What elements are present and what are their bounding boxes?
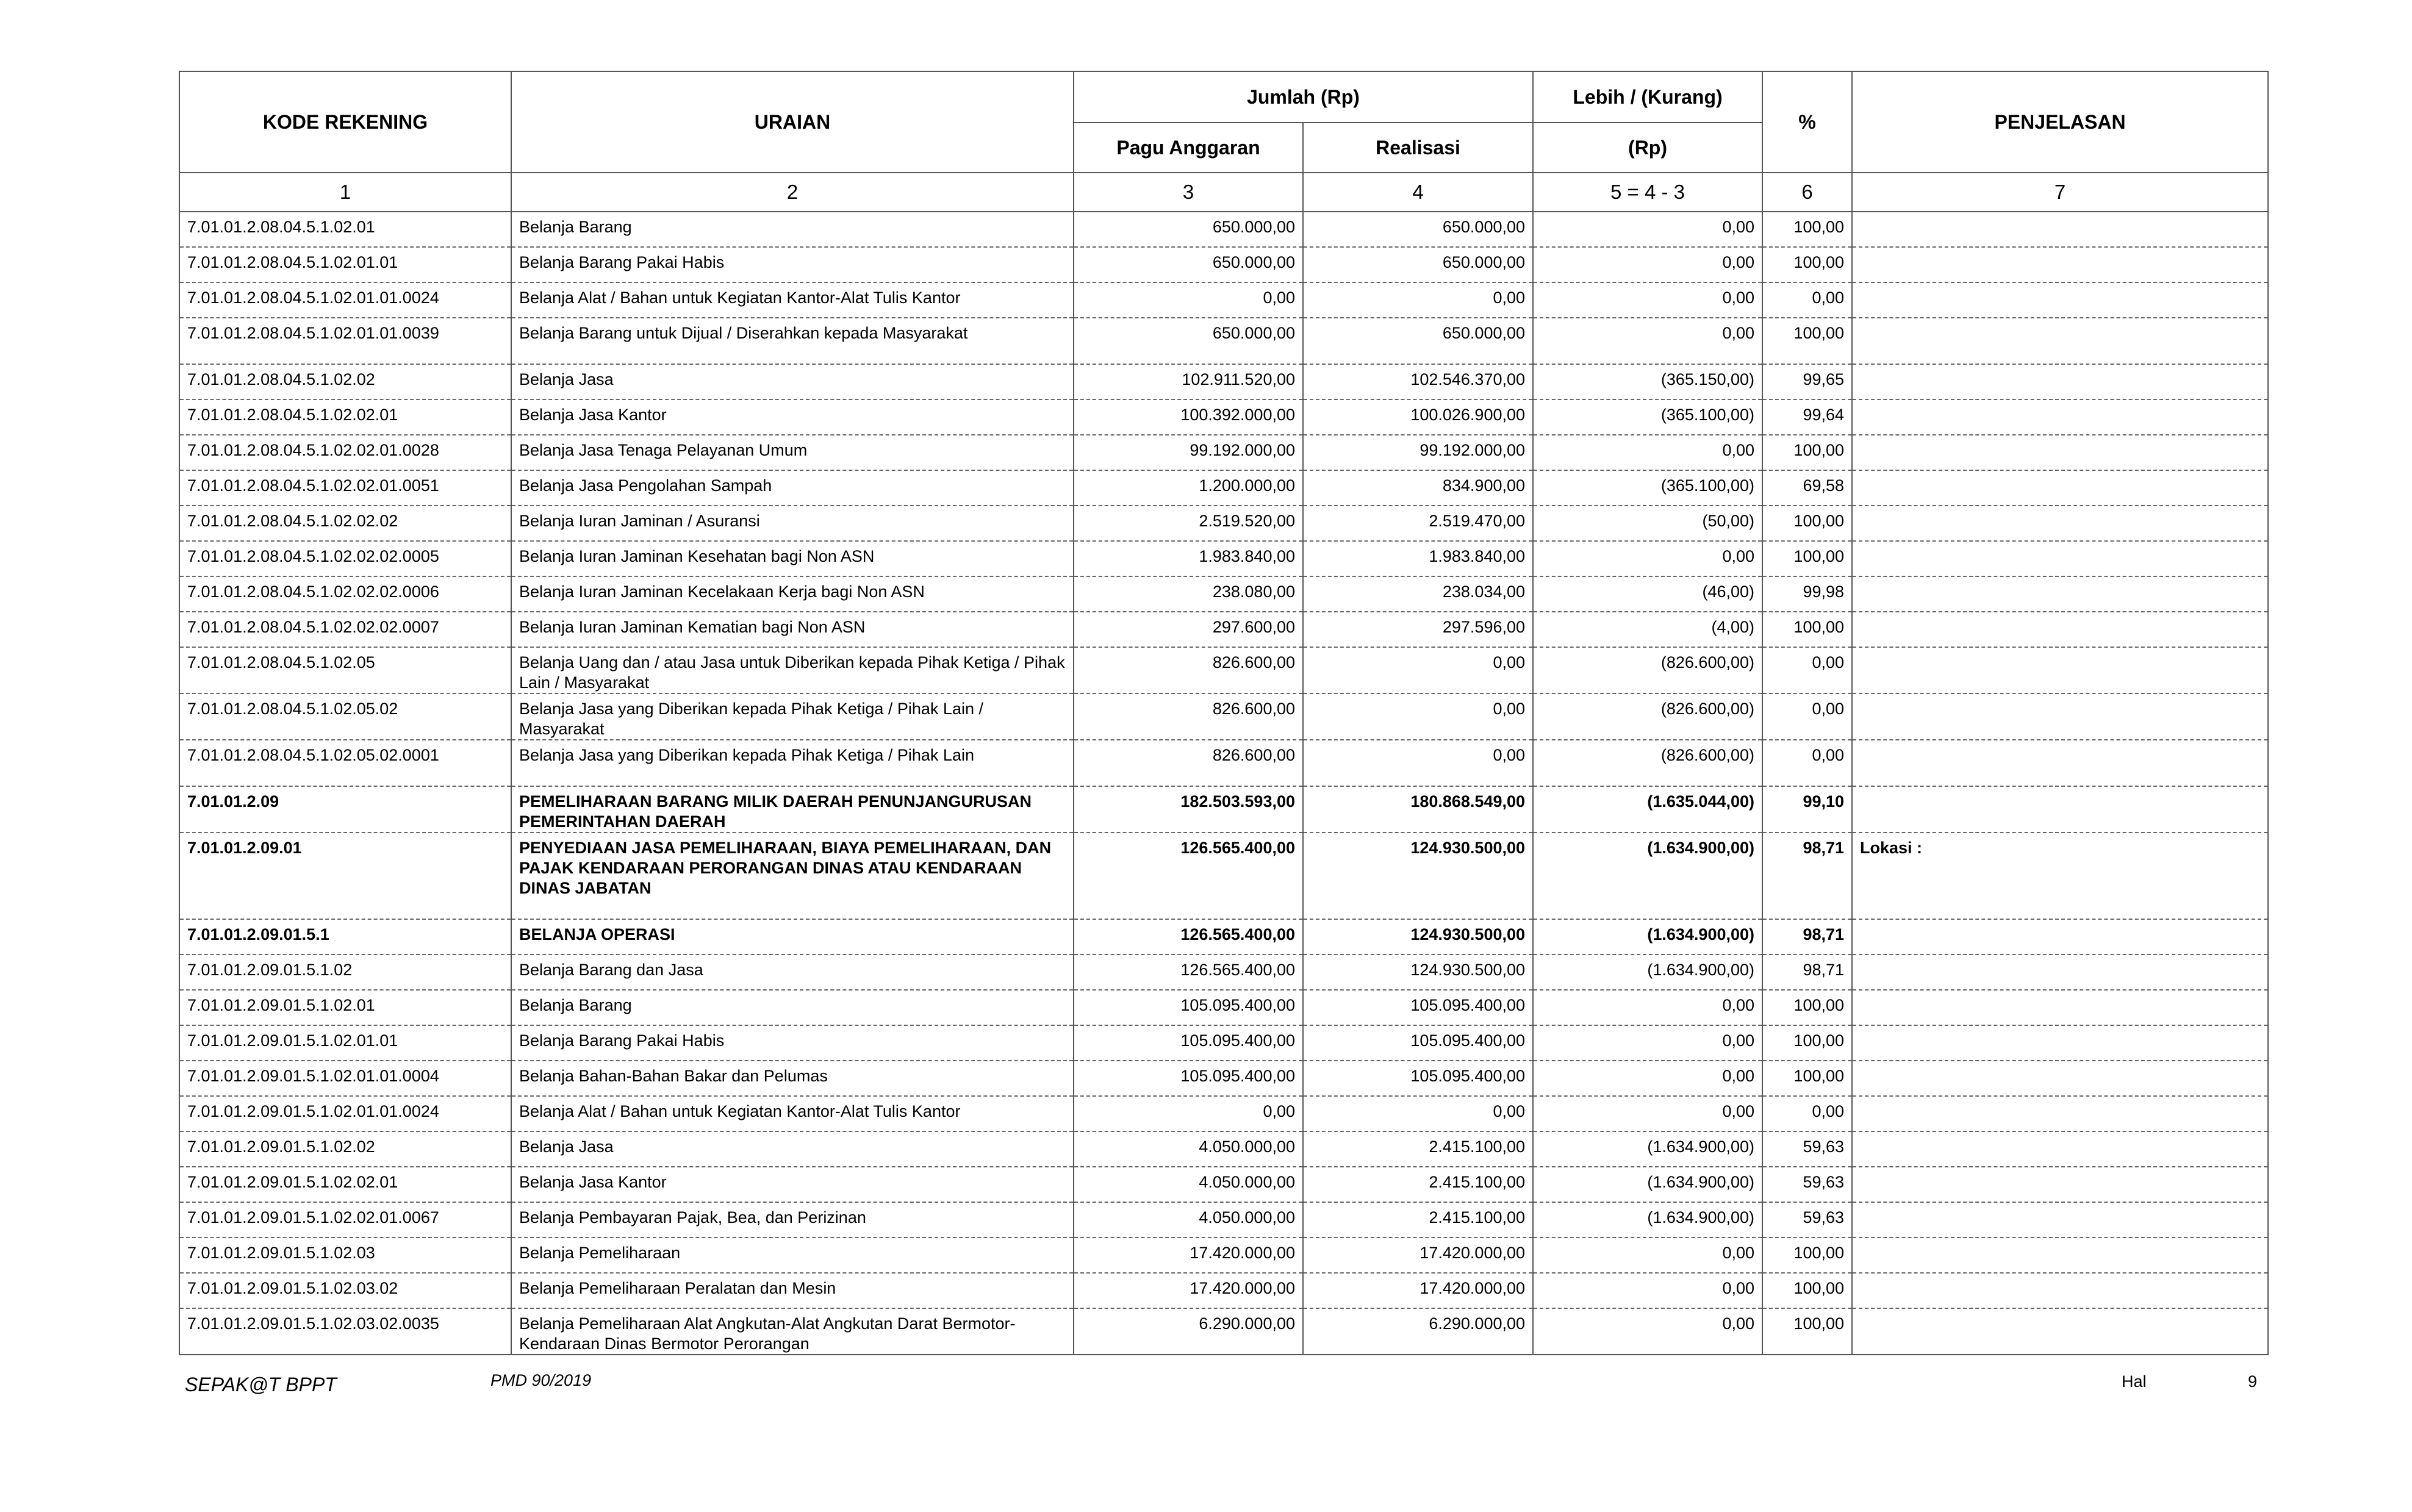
header-rp: (Rp) [1533,123,1762,173]
column-number: 6 [1762,173,1852,212]
cell-realisasi: 0,00 [1303,282,1533,318]
cell-persen: 0,00 [1762,693,1852,740]
cell-selisih: 0,00 [1533,1273,1762,1308]
table-row [179,282,2268,318]
cell-persen: 100,00 [1762,1273,1852,1308]
cell-selisih: 0,00 [1533,990,1762,1025]
cell-selisih: 0,00 [1533,1238,1762,1273]
cell-persen: 59,63 [1762,1202,1852,1238]
cell-penjelasan [1852,541,2268,576]
cell-penjelasan [1852,435,2268,470]
cell-realisasi: 99.192.000,00 [1303,435,1533,470]
cell-kode: 7.01.01.2.09.01.5.1.02.02.01.0067 [179,1202,511,1238]
cell-realisasi: 650.000,00 [1303,212,1533,247]
cell-penjelasan [1852,212,2268,247]
cell-realisasi: 100.026.900,00 [1303,399,1533,435]
cell-pagu: 6.290.000,00 [1074,1308,1303,1355]
column-number-row [179,173,2268,212]
cell-penjelasan [1852,740,2268,786]
cell-kode: 7.01.01.2.08.04.5.1.02.01.01 [179,247,511,282]
footer-app-name: SEPAK@T BPPT [185,1374,337,1396]
table-row [179,399,2268,435]
cell-realisasi: 834.900,00 [1303,470,1533,506]
cell-persen: 100,00 [1762,990,1852,1025]
cell-selisih: 0,00 [1533,282,1762,318]
header-kode-rekening: KODE REKENING [179,71,511,173]
cell-uraian: Belanja Jasa yang Diberikan kepada Pihak Ketiga / Pihak Lain / Masyarakat [511,693,1074,740]
cell-pagu: 826.600,00 [1074,740,1303,786]
cell-realisasi: 2.415.100,00 [1303,1131,1533,1167]
cell-realisasi: 2.415.100,00 [1303,1202,1533,1238]
table-row [179,1131,2268,1167]
cell-realisasi: 650.000,00 [1303,318,1533,364]
cell-penjelasan [1852,1273,2268,1308]
cell-persen: 100,00 [1762,212,1852,247]
cell-pagu: 0,00 [1074,282,1303,318]
cell-persen: 98,71 [1762,955,1852,990]
cell-kode: 7.01.01.2.09.01.5.1.02.01.01 [179,1025,511,1061]
table-row [179,1238,2268,1273]
table-row [179,612,2268,647]
cell-kode: 7.01.01.2.08.04.5.1.02.02.01.0028 [179,435,511,470]
column-number: 1 [179,173,511,212]
cell-uraian: Belanja Jasa Kantor [511,399,1074,435]
cell-uraian: Belanja Pemeliharaan Peralatan dan Mesin [511,1273,1074,1308]
cell-selisih: 0,00 [1533,1025,1762,1061]
cell-persen: 100,00 [1762,318,1852,364]
cell-uraian: BELANJA OPERASI [511,919,1074,955]
table-row [179,693,2268,740]
cell-kode: 7.01.01.2.08.04.5.1.02.01 [179,212,511,247]
column-number: 3 [1074,173,1303,212]
cell-selisih: (1.634.900,00) [1533,1202,1762,1238]
cell-persen: 100,00 [1762,435,1852,470]
table-row [179,740,2268,786]
cell-persen: 0,00 [1762,647,1852,693]
cell-persen: 59,63 [1762,1131,1852,1167]
cell-realisasi: 1.983.840,00 [1303,541,1533,576]
cell-penjelasan [1852,1061,2268,1096]
table-row [179,1308,2268,1355]
cell-kode: 7.01.01.2.09.01.5.1.02 [179,955,511,990]
cell-realisasi: 0,00 [1303,647,1533,693]
cell-pagu: 17.420.000,00 [1074,1273,1303,1308]
cell-uraian: Belanja Alat / Bahan untuk Kegiatan Kantor-Alat Tulis Kantor [511,1096,1074,1131]
cell-penjelasan [1852,576,2268,612]
cell-pagu: 1.983.840,00 [1074,541,1303,576]
cell-persen: 100,00 [1762,1308,1852,1355]
table-row [179,1061,2268,1096]
cell-realisasi: 17.420.000,00 [1303,1273,1533,1308]
cell-persen: 59,63 [1762,1167,1852,1202]
cell-pagu: 4.050.000,00 [1074,1131,1303,1167]
cell-persen: 0,00 [1762,740,1852,786]
table-header [179,71,2268,212]
cell-uraian: Belanja Iuran Jaminan Kecelakaan Kerja bagi Non ASN [511,576,1074,612]
cell-pagu: 105.095.400,00 [1074,1061,1303,1096]
cell-penjelasan [1852,1096,2268,1131]
cell-selisih: (826.600,00) [1533,647,1762,693]
cell-penjelasan [1852,612,2268,647]
cell-uraian: Belanja Jasa yang Diberikan kepada Pihak Ketiga / Pihak Lain [511,740,1074,786]
column-number: 2 [511,173,1074,212]
cell-selisih: (4,00) [1533,612,1762,647]
column-number: 5 = 4 - 3 [1533,173,1762,212]
cell-kode: 7.01.01.2.09 [179,786,511,833]
cell-selisih: 0,00 [1533,541,1762,576]
cell-kode: 7.01.01.2.09.01.5.1 [179,919,511,955]
cell-realisasi: 0,00 [1303,693,1533,740]
cell-persen: 98,71 [1762,833,1852,919]
cell-selisih: (1.635.044,00) [1533,786,1762,833]
cell-kode: 7.01.01.2.08.04.5.1.02.02 [179,364,511,399]
cell-selisih: 0,00 [1533,1308,1762,1355]
table-row [179,990,2268,1025]
cell-uraian: PEMELIHARAAN BARANG MILIK DAERAH PENUNJANGURUSAN PEMERINTAHAN DAERAH [511,786,1074,833]
table-row [179,1167,2268,1202]
cell-penjelasan [1852,399,2268,435]
header-lebih-kurang: Lebih / (Kurang) [1533,71,1762,123]
cell-realisasi: 297.596,00 [1303,612,1533,647]
cell-selisih: (50,00) [1533,506,1762,541]
cell-pagu: 126.565.400,00 [1074,833,1303,919]
cell-realisasi: 124.930.500,00 [1303,833,1533,919]
table-row [179,247,2268,282]
cell-selisih: (1.634.900,00) [1533,1167,1762,1202]
cell-realisasi: 2.415.100,00 [1303,1167,1533,1202]
cell-persen: 100,00 [1762,541,1852,576]
table-row [179,1202,2268,1238]
table-row [179,955,2268,990]
table-row [179,833,2268,919]
cell-uraian: Belanja Barang untuk Dijual / Diserahkan kepada Masyarakat [511,318,1074,364]
cell-uraian: Belanja Barang [511,990,1074,1025]
cell-pagu: 297.600,00 [1074,612,1303,647]
cell-uraian: Belanja Jasa [511,1131,1074,1167]
cell-penjelasan: Lokasi : [1852,833,2268,919]
cell-realisasi: 124.930.500,00 [1303,919,1533,955]
cell-persen: 100,00 [1762,612,1852,647]
cell-uraian: Belanja Iuran Jaminan / Asuransi [511,506,1074,541]
cell-realisasi: 0,00 [1303,740,1533,786]
cell-persen: 100,00 [1762,506,1852,541]
cell-uraian: Belanja Barang Pakai Habis [511,247,1074,282]
cell-penjelasan [1852,693,2268,740]
cell-penjelasan [1852,786,2268,833]
cell-realisasi: 124.930.500,00 [1303,955,1533,990]
footer-page-number: 9 [2248,1372,2258,1391]
cell-uraian: Belanja Bahan-Bahan Bakar dan Pelumas [511,1061,1074,1096]
cell-uraian: Belanja Jasa Kantor [511,1167,1074,1202]
cell-uraian: Belanja Iuran Jaminan Kematian bagi Non ASN [511,612,1074,647]
cell-uraian: Belanja Iuran Jaminan Kesehatan bagi Non ASN [511,541,1074,576]
cell-uraian: Belanja Pemeliharaan Alat Angkutan-Alat Angkutan Darat Bermotor-Kendaraan Dinas Bermotor Perorangan [511,1308,1074,1355]
cell-realisasi: 6.290.000,00 [1303,1308,1533,1355]
cell-selisih: 0,00 [1533,435,1762,470]
cell-penjelasan [1852,318,2268,364]
budget-realization-table [179,71,2269,1355]
cell-uraian: Belanja Jasa Tenaga Pelayanan Umum [511,435,1074,470]
cell-kode: 7.01.01.2.08.04.5.1.02.02.02 [179,506,511,541]
table-row [179,318,2268,364]
cell-selisih: (1.634.900,00) [1533,919,1762,955]
cell-penjelasan [1852,247,2268,282]
cell-persen: 69,58 [1762,470,1852,506]
cell-selisih: 0,00 [1533,318,1762,364]
cell-uraian: Belanja Pemeliharaan [511,1238,1074,1273]
table-row [179,212,2268,247]
cell-uraian: Belanja Jasa Pengolahan Sampah [511,470,1074,506]
cell-realisasi: 650.000,00 [1303,247,1533,282]
table-row [179,541,2268,576]
cell-realisasi: 180.868.549,00 [1303,786,1533,833]
cell-uraian: Belanja Pembayaran Pajak, Bea, dan Perizinan [511,1202,1074,1238]
cell-realisasi: 2.519.470,00 [1303,506,1533,541]
header-penjelasan: PENJELASAN [1852,71,2268,173]
column-number: 7 [1852,173,2268,212]
cell-persen: 99,10 [1762,786,1852,833]
cell-persen: 0,00 [1762,1096,1852,1131]
header-jumlah: Jumlah (Rp) [1074,71,1533,123]
cell-kode: 7.01.01.2.08.04.5.1.02.05.02 [179,693,511,740]
cell-pagu: 4.050.000,00 [1074,1202,1303,1238]
table-row [179,470,2268,506]
cell-realisasi: 105.095.400,00 [1303,1061,1533,1096]
cell-uraian: Belanja Jasa [511,364,1074,399]
cell-uraian: Belanja Uang dan / atau Jasa untuk Diberikan kepada Pihak Ketiga / Pihak Lain / Masyarakat [511,647,1074,693]
cell-kode: 7.01.01.2.09.01.5.1.02.02.01 [179,1167,511,1202]
header-pagu-anggaran: Pagu Anggaran [1074,123,1303,173]
cell-uraian: Belanja Barang [511,212,1074,247]
cell-penjelasan [1852,919,2268,955]
cell-pagu: 100.392.000,00 [1074,399,1303,435]
cell-penjelasan [1852,990,2268,1025]
cell-penjelasan [1852,647,2268,693]
table-row [179,786,2268,833]
cell-uraian: Belanja Alat / Bahan untuk Kegiatan Kantor-Alat Tulis Kantor [511,282,1074,318]
cell-penjelasan [1852,282,2268,318]
cell-persen: 99,65 [1762,364,1852,399]
cell-kode: 7.01.01.2.09.01.5.1.02.03.02 [179,1273,511,1308]
cell-pagu: 17.420.000,00 [1074,1238,1303,1273]
cell-persen: 0,00 [1762,282,1852,318]
cell-kode: 7.01.01.2.09.01.5.1.02.02 [179,1131,511,1167]
cell-realisasi: 238.034,00 [1303,576,1533,612]
cell-penjelasan [1852,955,2268,990]
cell-uraian: Belanja Barang Pakai Habis [511,1025,1074,1061]
cell-selisih: (1.634.900,00) [1533,833,1762,919]
cell-kode: 7.01.01.2.08.04.5.1.02.02.02.0006 [179,576,511,612]
cell-kode: 7.01.01.2.08.04.5.1.02.02.01.0051 [179,470,511,506]
table-row [179,576,2268,612]
cell-penjelasan [1852,1131,2268,1167]
table-row [179,506,2268,541]
cell-selisih: 0,00 [1533,247,1762,282]
cell-pagu: 102.911.520,00 [1074,364,1303,399]
cell-pagu: 826.600,00 [1074,647,1303,693]
table-row [179,435,2268,470]
cell-persen: 99,64 [1762,399,1852,435]
cell-selisih: (826.600,00) [1533,693,1762,740]
cell-kode: 7.01.01.2.08.04.5.1.02.01.01.0024 [179,282,511,318]
cell-pagu: 650.000,00 [1074,318,1303,364]
cell-pagu: 650.000,00 [1074,247,1303,282]
table-row [179,1025,2268,1061]
cell-pagu: 826.600,00 [1074,693,1303,740]
header-realisasi: Realisasi [1303,123,1533,173]
table-row [179,919,2268,955]
cell-kode: 7.01.01.2.09.01.5.1.02.03.02.0035 [179,1308,511,1355]
cell-selisih: (365.150,00) [1533,364,1762,399]
cell-persen: 100,00 [1762,247,1852,282]
cell-selisih: (1.634.900,00) [1533,1131,1762,1167]
header-uraian: URAIAN [511,71,1074,173]
cell-kode: 7.01.01.2.08.04.5.1.02.02.01 [179,399,511,435]
table-row [179,647,2268,693]
cell-kode: 7.01.01.2.08.04.5.1.02.02.02.0005 [179,541,511,576]
table-row [179,1273,2268,1308]
cell-selisih: (46,00) [1533,576,1762,612]
cell-persen: 100,00 [1762,1025,1852,1061]
cell-penjelasan [1852,1238,2268,1273]
cell-realisasi: 105.095.400,00 [1303,990,1533,1025]
cell-penjelasan [1852,1167,2268,1202]
cell-kode: 7.01.01.2.09.01.5.1.02.03 [179,1238,511,1273]
cell-realisasi: 0,00 [1303,1096,1533,1131]
cell-pagu: 4.050.000,00 [1074,1167,1303,1202]
cell-selisih: (1.634.900,00) [1533,955,1762,990]
cell-kode: 7.01.01.2.09.01.5.1.02.01.01.0024 [179,1096,511,1131]
table-row [179,364,2268,399]
cell-selisih: (365.100,00) [1533,470,1762,506]
cell-pagu: 1.200.000,00 [1074,470,1303,506]
cell-kode: 7.01.01.2.09.01.5.1.02.01.01.0004 [179,1061,511,1096]
cell-penjelasan [1852,1025,2268,1061]
cell-pagu: 99.192.000,00 [1074,435,1303,470]
cell-penjelasan [1852,364,2268,399]
cell-realisasi: 102.546.370,00 [1303,364,1533,399]
cell-selisih: 0,00 [1533,1061,1762,1096]
cell-selisih: 0,00 [1533,1096,1762,1131]
cell-realisasi: 105.095.400,00 [1303,1025,1533,1061]
cell-kode: 7.01.01.2.08.04.5.1.02.02.02.0007 [179,612,511,647]
cell-penjelasan [1852,1308,2268,1355]
cell-pagu: 650.000,00 [1074,212,1303,247]
cell-penjelasan [1852,1202,2268,1238]
table-row [179,1096,2268,1131]
cell-uraian: PENYEDIAAN JASA PEMELIHARAAN, BIAYA PEMELIHARAAN, DAN PAJAK KENDARAAN PERORANGAN DINAS ATAU KENDARAAN DINAS JABATAN [511,833,1074,919]
cell-pagu: 182.503.593,00 [1074,786,1303,833]
cell-selisih: (365.100,00) [1533,399,1762,435]
cell-persen: 99,98 [1762,576,1852,612]
cell-selisih: (826.600,00) [1533,740,1762,786]
cell-kode: 7.01.01.2.09.01.5.1.02.01 [179,990,511,1025]
column-number: 4 [1303,173,1533,212]
cell-kode: 7.01.01.2.08.04.5.1.02.05.02.0001 [179,740,511,786]
cell-penjelasan [1852,506,2268,541]
cell-pagu: 0,00 [1074,1096,1303,1131]
cell-kode: 7.01.01.2.09.01 [179,833,511,919]
cell-kode: 7.01.01.2.08.04.5.1.02.05 [179,647,511,693]
cell-pagu: 105.095.400,00 [1074,990,1303,1025]
cell-uraian: Belanja Barang dan Jasa [511,955,1074,990]
cell-pagu: 105.095.400,00 [1074,1025,1303,1061]
table-body [179,212,2268,1355]
cell-penjelasan [1852,470,2268,506]
cell-pagu: 126.565.400,00 [1074,955,1303,990]
cell-persen: 100,00 [1762,1238,1852,1273]
footer-page-label: Hal [2122,1372,2147,1391]
cell-pagu: 238.080,00 [1074,576,1303,612]
cell-selisih: 0,00 [1533,212,1762,247]
footer-regulation: PMD 90/2019 [490,1371,592,1389]
cell-pagu: 2.519.520,00 [1074,506,1303,541]
cell-pagu: 126.565.400,00 [1074,919,1303,955]
cell-persen: 98,71 [1762,919,1852,955]
cell-kode: 7.01.01.2.08.04.5.1.02.01.01.0039 [179,318,511,364]
header-persen: % [1762,71,1852,173]
cell-realisasi: 17.420.000,00 [1303,1238,1533,1273]
cell-persen: 100,00 [1762,1061,1852,1096]
